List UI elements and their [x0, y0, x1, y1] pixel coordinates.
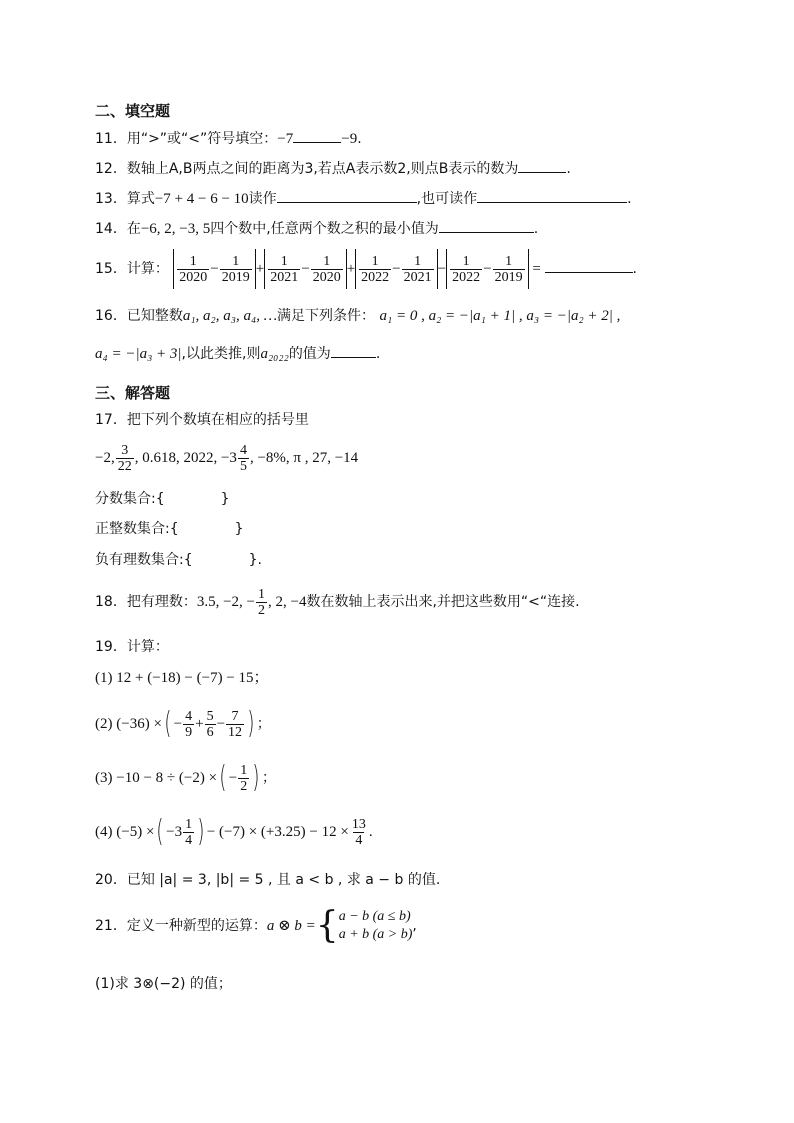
q16-target: a₂₀₂₂ — [260, 346, 289, 362]
q14-blank — [439, 218, 534, 233]
q15-frac-3: $\frac{1}{2021}$ — [270, 253, 299, 285]
q14-post: 四个数中,任意两个数之积的最小值为 — [210, 221, 439, 237]
q11-b: −9 — [341, 131, 358, 147]
q21-part-1: (1)求 3⊗(−2) 的值； — [95, 976, 232, 992]
q13-blank-1 — [277, 188, 417, 203]
q15-pre: 15．计算： — [95, 261, 169, 277]
q15-frac-8: $\frac{1}{2019}$ — [494, 253, 523, 285]
question-14 — [95, 218, 538, 239]
q16-blank — [331, 343, 376, 358]
q15-frac-6: $\frac{1}{2021}$ — [403, 253, 432, 285]
q14-nums: −6, 2, −3, 5 — [140, 221, 211, 237]
question-17-numbers: −2, $\frac{3}{22}$ , 0.618, 2022, −3 $\frac{4}{5}$ , −8%, π , 27, −14 — [95, 442, 359, 474]
q16-mid: 满足下列条件： — [277, 308, 376, 324]
q13-end: . — [627, 191, 632, 207]
question-13 — [95, 188, 632, 209]
q15-abs-1: $\frac{1}{2020}$ − $\frac{1}{2019}$ — [173, 249, 255, 289]
q15-abs-3: $\frac{1}{2022}$ − $\frac{1}{2021}$ — [355, 249, 437, 289]
q15-frac-2: $\frac{1}{2019}$ — [221, 253, 250, 285]
q13-pre: 13．算式 — [95, 191, 155, 207]
q15-blank — [545, 258, 633, 273]
q13-blank-2 — [477, 188, 627, 203]
q16-cond-a4: a₄ = −|a₃ + 3| — [95, 346, 182, 362]
q17-set-negative-rationals: 负有理数集合:{ }. — [95, 552, 262, 568]
q11-prompt: 11．用“>”或“<”符号填空： — [95, 131, 278, 147]
q15-abs-4: $\frac{1}{2022}$ − $\frac{1}{2019}$ — [446, 249, 528, 289]
question-11 — [95, 128, 362, 149]
q14-end: . — [533, 221, 539, 237]
q17-set-fractions: 分数集合:{ } — [95, 491, 230, 507]
q16-post: ,以此类推,则 — [181, 346, 261, 362]
q16-pre: 16．已知整数 — [95, 308, 183, 324]
q13-mid2: ,也可读作 — [416, 191, 478, 207]
question-18: 18．把有理数：3.5, −2, − $\frac{1}{2}$ , 2, −4数在数轴上表示出来,并把这些数用“<“连接. — [95, 586, 580, 618]
q14-pre: 14．在 — [95, 221, 141, 237]
question-20: 20．已知 |a| = 3, |b| = 5 , 且 a < b , 求 a − b 的值. — [95, 872, 441, 888]
question-17-title: 17．把下列个数填在相应的括号里 — [95, 412, 309, 428]
q12-end: . — [566, 161, 571, 177]
q19-part-3: (3) −10 − 8 ÷ (−2) ×( − $\frac{1}{2}$ ) ； — [95, 760, 276, 795]
q15-frac-4: $\frac{1}{2020}$ — [312, 253, 341, 285]
q13-expr: −7 + 4 − 6 − 10 — [154, 191, 249, 207]
q16-seq: a₁, a₂, a₃, a₄, … — [182, 308, 278, 324]
q17-mixed-frac: $\frac{4}{5}$ — [239, 442, 247, 474]
q16-post2: 的值为 — [288, 346, 331, 362]
section-answer-heading: 三、解答题 — [95, 384, 171, 402]
q13-mid1: 读作 — [248, 191, 277, 207]
question-19-title: 19．计算： — [95, 639, 169, 655]
q19-part-2: (2) (−36) ×( − $\frac{4}{9}$ + $\frac{5}{6}$ − $\frac{7}{12}$ ) ； — [95, 706, 271, 741]
q17-frac: $\frac{3}{22}$ — [117, 442, 132, 474]
question-12 — [95, 158, 571, 179]
q15-frac-7: $\frac{1}{2022}$ — [452, 253, 481, 285]
question-16-line-2: a₄ = −|a₃ + 3|,以此类推,则a₂₀₂₂的值为 . — [95, 343, 380, 364]
q15-abs-2: $\frac{1}{2021}$ − $\frac{1}{2020}$ — [264, 249, 346, 289]
question-21: 21．定义一种新型的运算：a ⊗ b ={ a − b (a ≤ b) a + b (a > b) , — [95, 905, 417, 946]
section-fill-blank-heading: 二、填空题 — [95, 102, 171, 120]
q15-frac-1: $\frac{1}{2020}$ — [179, 253, 208, 285]
q17-set-positive-integers: 正整数集合:{ } — [95, 521, 244, 537]
question-15: 15．计算： $\frac{1}{2020}$ − $\frac{1}{2019}$ + $\frac{1}{2021}$ − $\frac{1}{2020}$ + $\frac{1}{2022}$ − $\frac{1}{2021}$ − $\frac{1}{2022}$ − $\frac{1}{2019}$ = . — [95, 249, 637, 289]
q19-part-4: (4) (−5) ×( −3 $\frac{1}{4}$ ) − (−7) × (+3.25) − 12 × $\frac{13}{4}$ . — [95, 814, 373, 849]
q21-cases: a − b (a ≤ b) a + b (a > b) — [338, 909, 413, 942]
question-16-line-1 — [95, 306, 620, 326]
q11-a: −7 — [277, 131, 294, 147]
q12-text: 12．数轴上A,B两点之间的距离为3,若点A表示数2,则点B表示的数为 — [95, 161, 519, 177]
q16-conditions: a₁ = 0 , a₂ = −|a₁ + 1| , a₃ = −|a₂ + 2| , — [379, 308, 621, 324]
q12-blank — [518, 158, 566, 173]
q18-frac: $\frac{1}{2}$ — [258, 586, 265, 618]
q11-blank — [293, 128, 341, 143]
q19-part-1: (1) 12 + (−18) − (−7) − 15； — [95, 670, 269, 686]
q11-end: . — [357, 131, 362, 147]
q15-frac-5: $\frac{1}{2022}$ — [361, 253, 390, 285]
